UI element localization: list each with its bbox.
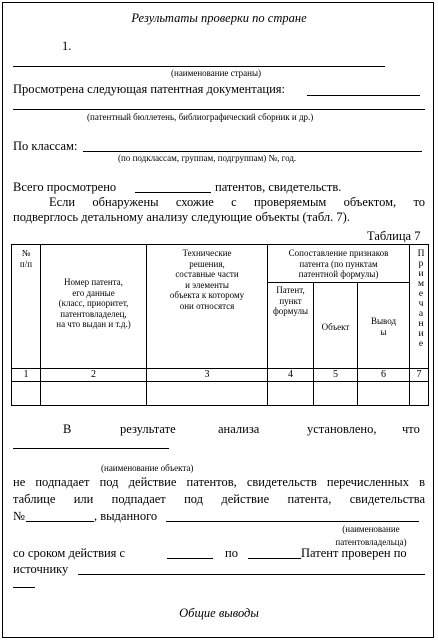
page-title: Результаты проверки по стране xyxy=(131,11,307,25)
docs-blank-line-2 xyxy=(13,109,425,110)
country-blank-line xyxy=(13,66,385,67)
body-line-1: не подпадает под действие патентов, свидетельств перечисленных в xyxy=(13,475,425,489)
th-object: Объект xyxy=(321,322,350,332)
classes-label: По классам: xyxy=(13,139,78,153)
th-patent-data: Номер патента, его данные (класс, приоритет, патентовладелец, на что выдан и т.д.) xyxy=(56,277,131,330)
classes-blank xyxy=(83,151,422,152)
source-label: источнику xyxy=(13,562,69,576)
th-number: № п/п xyxy=(19,248,33,269)
term-label: со сроком действия с xyxy=(13,546,126,560)
result-word-3: анализа xyxy=(218,422,260,436)
result-word-5: что xyxy=(402,422,420,436)
patent-number-label: № xyxy=(13,509,25,523)
result-blank xyxy=(13,448,169,449)
item-number: 1. xyxy=(62,39,72,53)
th-conclusions: Вывод ы xyxy=(370,316,397,337)
total-label: Всего просмотрено xyxy=(13,180,117,194)
total-blank xyxy=(135,192,211,193)
term-from-blank xyxy=(167,558,213,559)
term-to-blank xyxy=(248,558,301,559)
result-word-4: установлено, xyxy=(307,422,377,436)
col-number-6: 6 xyxy=(381,369,386,380)
holder-caption: (наименование патентовладельца) xyxy=(335,524,407,547)
col-number-3: 3 xyxy=(204,369,210,380)
issued-blank xyxy=(166,521,419,522)
result-word-2: результате xyxy=(120,422,176,436)
analysis-table xyxy=(11,244,429,406)
th-comparison: Сопоставление признаков патента (по пунктам патентной формулы) xyxy=(288,248,389,280)
result-word-1: В xyxy=(63,422,72,436)
checked-label: Патент проверен по xyxy=(301,546,407,560)
patent-number-blank xyxy=(26,521,94,522)
table-caption: Таблица 7 xyxy=(367,229,421,243)
source-blank-2 xyxy=(13,587,35,588)
bulletin-caption: (патентный бюллетень, библиографический сборник и др.) xyxy=(87,112,314,122)
similar-line-2: подверглось детальному анализу следующие объекты (табл. 7). xyxy=(13,210,350,224)
col-number-1: 1 xyxy=(23,369,29,380)
col-number-7: 7 xyxy=(416,369,422,380)
viewed-docs-blank xyxy=(307,95,420,96)
th-patent-clause: Патент, пункт формулы xyxy=(272,285,309,317)
similar-line-1: Если обнаружены схожие с проверяемым объектом, то xyxy=(49,195,425,209)
th-note: П р и м е ч а н и е xyxy=(417,249,425,349)
col-number-4: 4 xyxy=(288,369,293,380)
total-suffix: патентов, свидетельств. xyxy=(215,180,342,194)
general-conclusions-title: Общие выводы xyxy=(179,606,259,620)
classes-caption: (по подклассам, группам, подгруппам) №, год. xyxy=(118,153,297,163)
object-caption: (наименование объекта) xyxy=(101,463,194,473)
term-to-label: по xyxy=(225,546,238,560)
body-line-2: таблице или подпадает под действие патента, свидетельства xyxy=(13,492,425,506)
viewed-docs-label: Просмотрена следующая патентная документация: xyxy=(13,82,286,96)
source-blank xyxy=(78,574,425,575)
th-technical-solutions: Технические решения, составные части и элементы объекта к которому они относятся xyxy=(169,248,245,311)
col-number-2: 2 xyxy=(91,369,96,380)
issued-label: , выданного xyxy=(94,509,158,523)
col-number-5: 5 xyxy=(333,369,338,380)
country-caption: (наименование страны) xyxy=(171,68,262,78)
document-page xyxy=(2,2,434,638)
